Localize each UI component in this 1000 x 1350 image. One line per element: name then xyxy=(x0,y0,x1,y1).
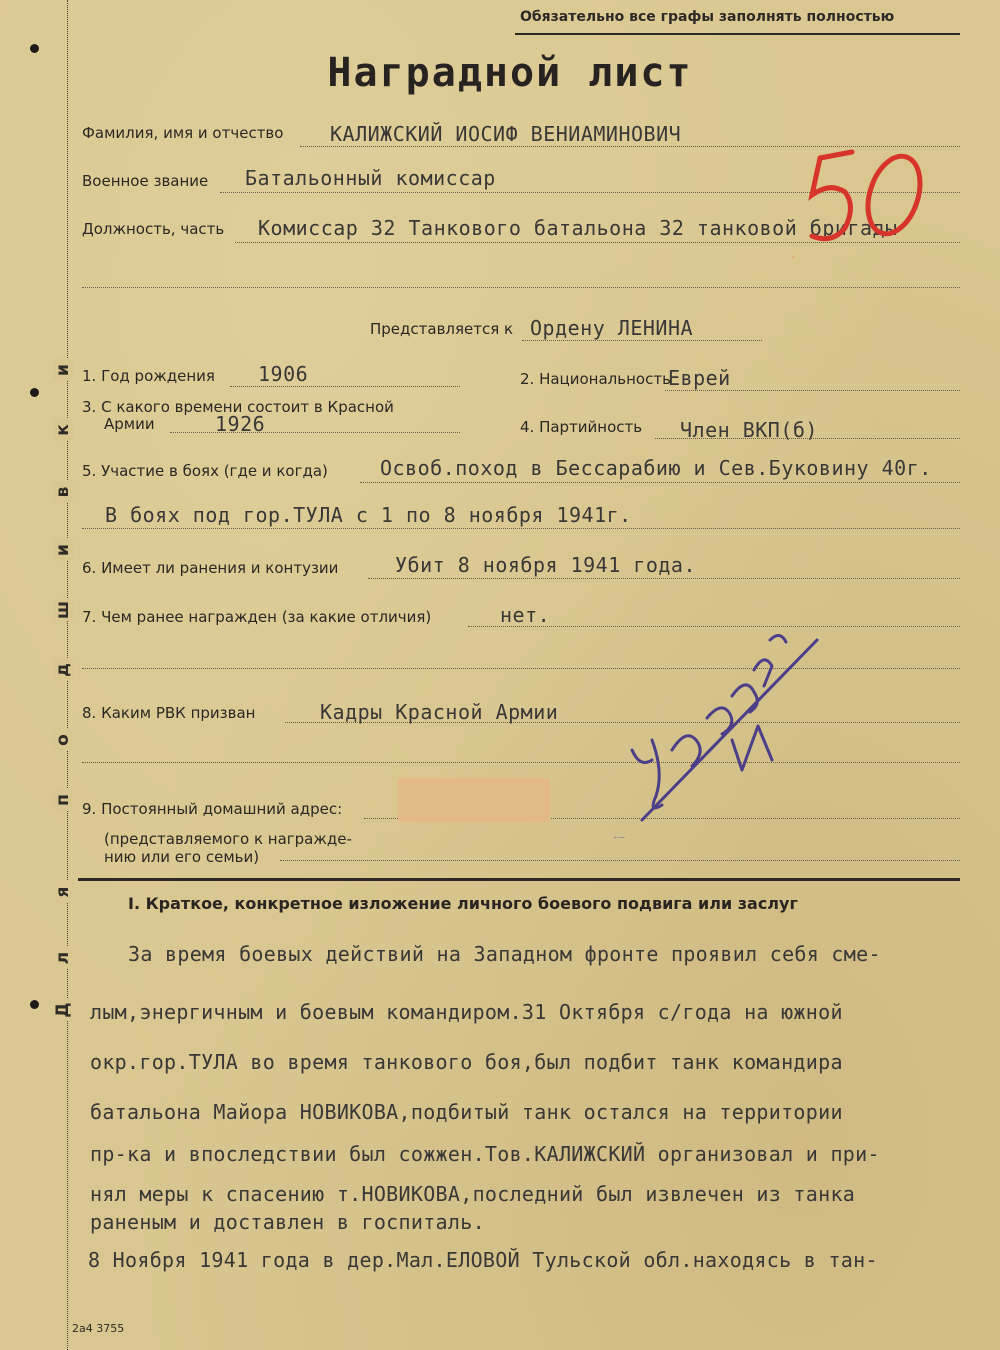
name-label: Фамилия, имя и отчество xyxy=(82,124,284,142)
handwritten-annotation xyxy=(612,600,842,840)
story-line: батальона Майора НОВИКОВА,подбитый танк остался на территории xyxy=(90,1100,843,1124)
binding-margin-letter: Д xyxy=(53,999,73,1021)
binding-margin-letter: д xyxy=(53,659,73,681)
army-since-label-2: Армии xyxy=(104,415,155,433)
section-heading: I. Краткое, конкретное изложение личного боевого подвига или заслуг xyxy=(128,894,798,913)
story-line: 8 Ноября 1941 года в дер.Мал.ЕЛОВОЙ Тульской обл.находясь в тан- xyxy=(88,1248,878,1272)
birth-year-line xyxy=(230,386,460,387)
nationality-line xyxy=(665,390,960,391)
binding-margin-letter: п xyxy=(53,789,73,811)
binding-margin-letter: и xyxy=(53,539,73,561)
award-value: Ордену ЛЕНИНА xyxy=(530,316,694,340)
address-line-2 xyxy=(280,860,960,861)
punch-hole xyxy=(30,44,39,53)
top-rule xyxy=(515,33,960,35)
rank-label: Военное звание xyxy=(82,172,209,190)
punch-hole xyxy=(30,1000,39,1009)
award-label: Представляется к xyxy=(370,320,514,338)
red-number-text: 50 xyxy=(792,257,795,259)
story-line: За время боевых действий на Западном фронте проявил себя сме- xyxy=(128,942,881,966)
binding-margin-letter: л xyxy=(53,947,73,969)
story-line: окр.гор.ТУЛА во время танкового боя,был подбит танк командира xyxy=(90,1050,843,1074)
binding-margin-letter: ш xyxy=(53,600,73,620)
army-since-value: 1926 xyxy=(215,412,266,436)
position-label: Должность, часть xyxy=(82,220,225,238)
rank-value: Батальонный комиссар xyxy=(245,166,496,190)
archive-code: 2а4 3755 xyxy=(72,1322,125,1335)
party-value: Член ВКП(б) xyxy=(680,418,818,442)
rvk-value: Кадры Красной Армии xyxy=(320,700,559,724)
battles-value-2: В боях под гор.ТУЛА с 1 по 8 ноября 1941г. xyxy=(105,503,632,527)
award-line xyxy=(522,340,762,341)
story-line: раненым и доставлен в госпиталь. xyxy=(90,1210,485,1234)
fill-instruction: Обязательно все графы заполнять полностью xyxy=(520,9,895,25)
redacted-address xyxy=(398,778,550,822)
birth-year-value: 1906 xyxy=(258,362,309,386)
position-line-2 xyxy=(82,287,960,288)
battles-line-2 xyxy=(82,528,960,529)
wounds-label: 6. Имеет ли ранения и контузии xyxy=(82,559,339,577)
birth-year-label: 1. Год рождения xyxy=(82,367,215,385)
battles-label: 5. Участие в боях (где и когда) xyxy=(82,462,328,480)
name-value: КАЛИЖСКИЙ ИОСИФ ВЕНИАМИНОВИЧ xyxy=(330,122,682,146)
binding-margin-letter: о xyxy=(53,729,73,751)
binding-margin-letter: и xyxy=(53,359,73,381)
section-divider xyxy=(78,878,960,881)
prior-awards-label: 7. Чем ранее награжден (за какие отличия) xyxy=(82,608,432,626)
army-since-line xyxy=(170,432,460,433)
position-value: Комиссар 32 Танкового батальона 32 танковой бригады xyxy=(258,216,898,240)
nationality-value: Еврей xyxy=(668,366,731,390)
address-label: 9. Постоянный домашний адрес: xyxy=(82,800,343,818)
binding-margin-letter: к xyxy=(53,419,73,441)
battles-line xyxy=(360,482,960,483)
story-line: нял меры к спасению т.НОВИКОВА,последний был извлечен из танка xyxy=(90,1182,856,1206)
wounds-value: Убит 8 ноября 1941 года. xyxy=(395,553,696,577)
story-line: пр-ка и впоследствии был сожжен.Тов.КАЛИЖСКИЙ организовал и при- xyxy=(90,1142,880,1166)
red-pencil-number xyxy=(790,140,940,260)
page-title: Наградной лист xyxy=(327,50,693,96)
battles-value-1: Освоб.поход в Бессарабию и Сев.Буковину 40г. xyxy=(380,456,932,480)
binding-margin-letter: я xyxy=(53,881,73,903)
army-since-label: 3. С какого времени состоит в Красной xyxy=(82,398,394,416)
binding-margin-letter: в xyxy=(53,481,73,503)
prior-awards-value: нет. xyxy=(500,603,551,627)
wounds-line xyxy=(368,578,960,579)
party-label: 4. Партийность xyxy=(520,418,643,436)
address-sublabel-2: нию или его семьи) xyxy=(104,848,260,866)
punch-hole xyxy=(30,388,39,397)
rvk-label: 8. Каким РВК призван xyxy=(82,704,256,722)
nationality-label: 2. Национальность xyxy=(520,370,671,388)
handwritten-note-text: Кр. знамя xyxy=(614,837,625,839)
address-sublabel-1: (представляемого к награжде- xyxy=(104,830,352,848)
story-line: лым,энергичным и боевым командиром.31 Октября с/года на южной xyxy=(90,1000,843,1024)
